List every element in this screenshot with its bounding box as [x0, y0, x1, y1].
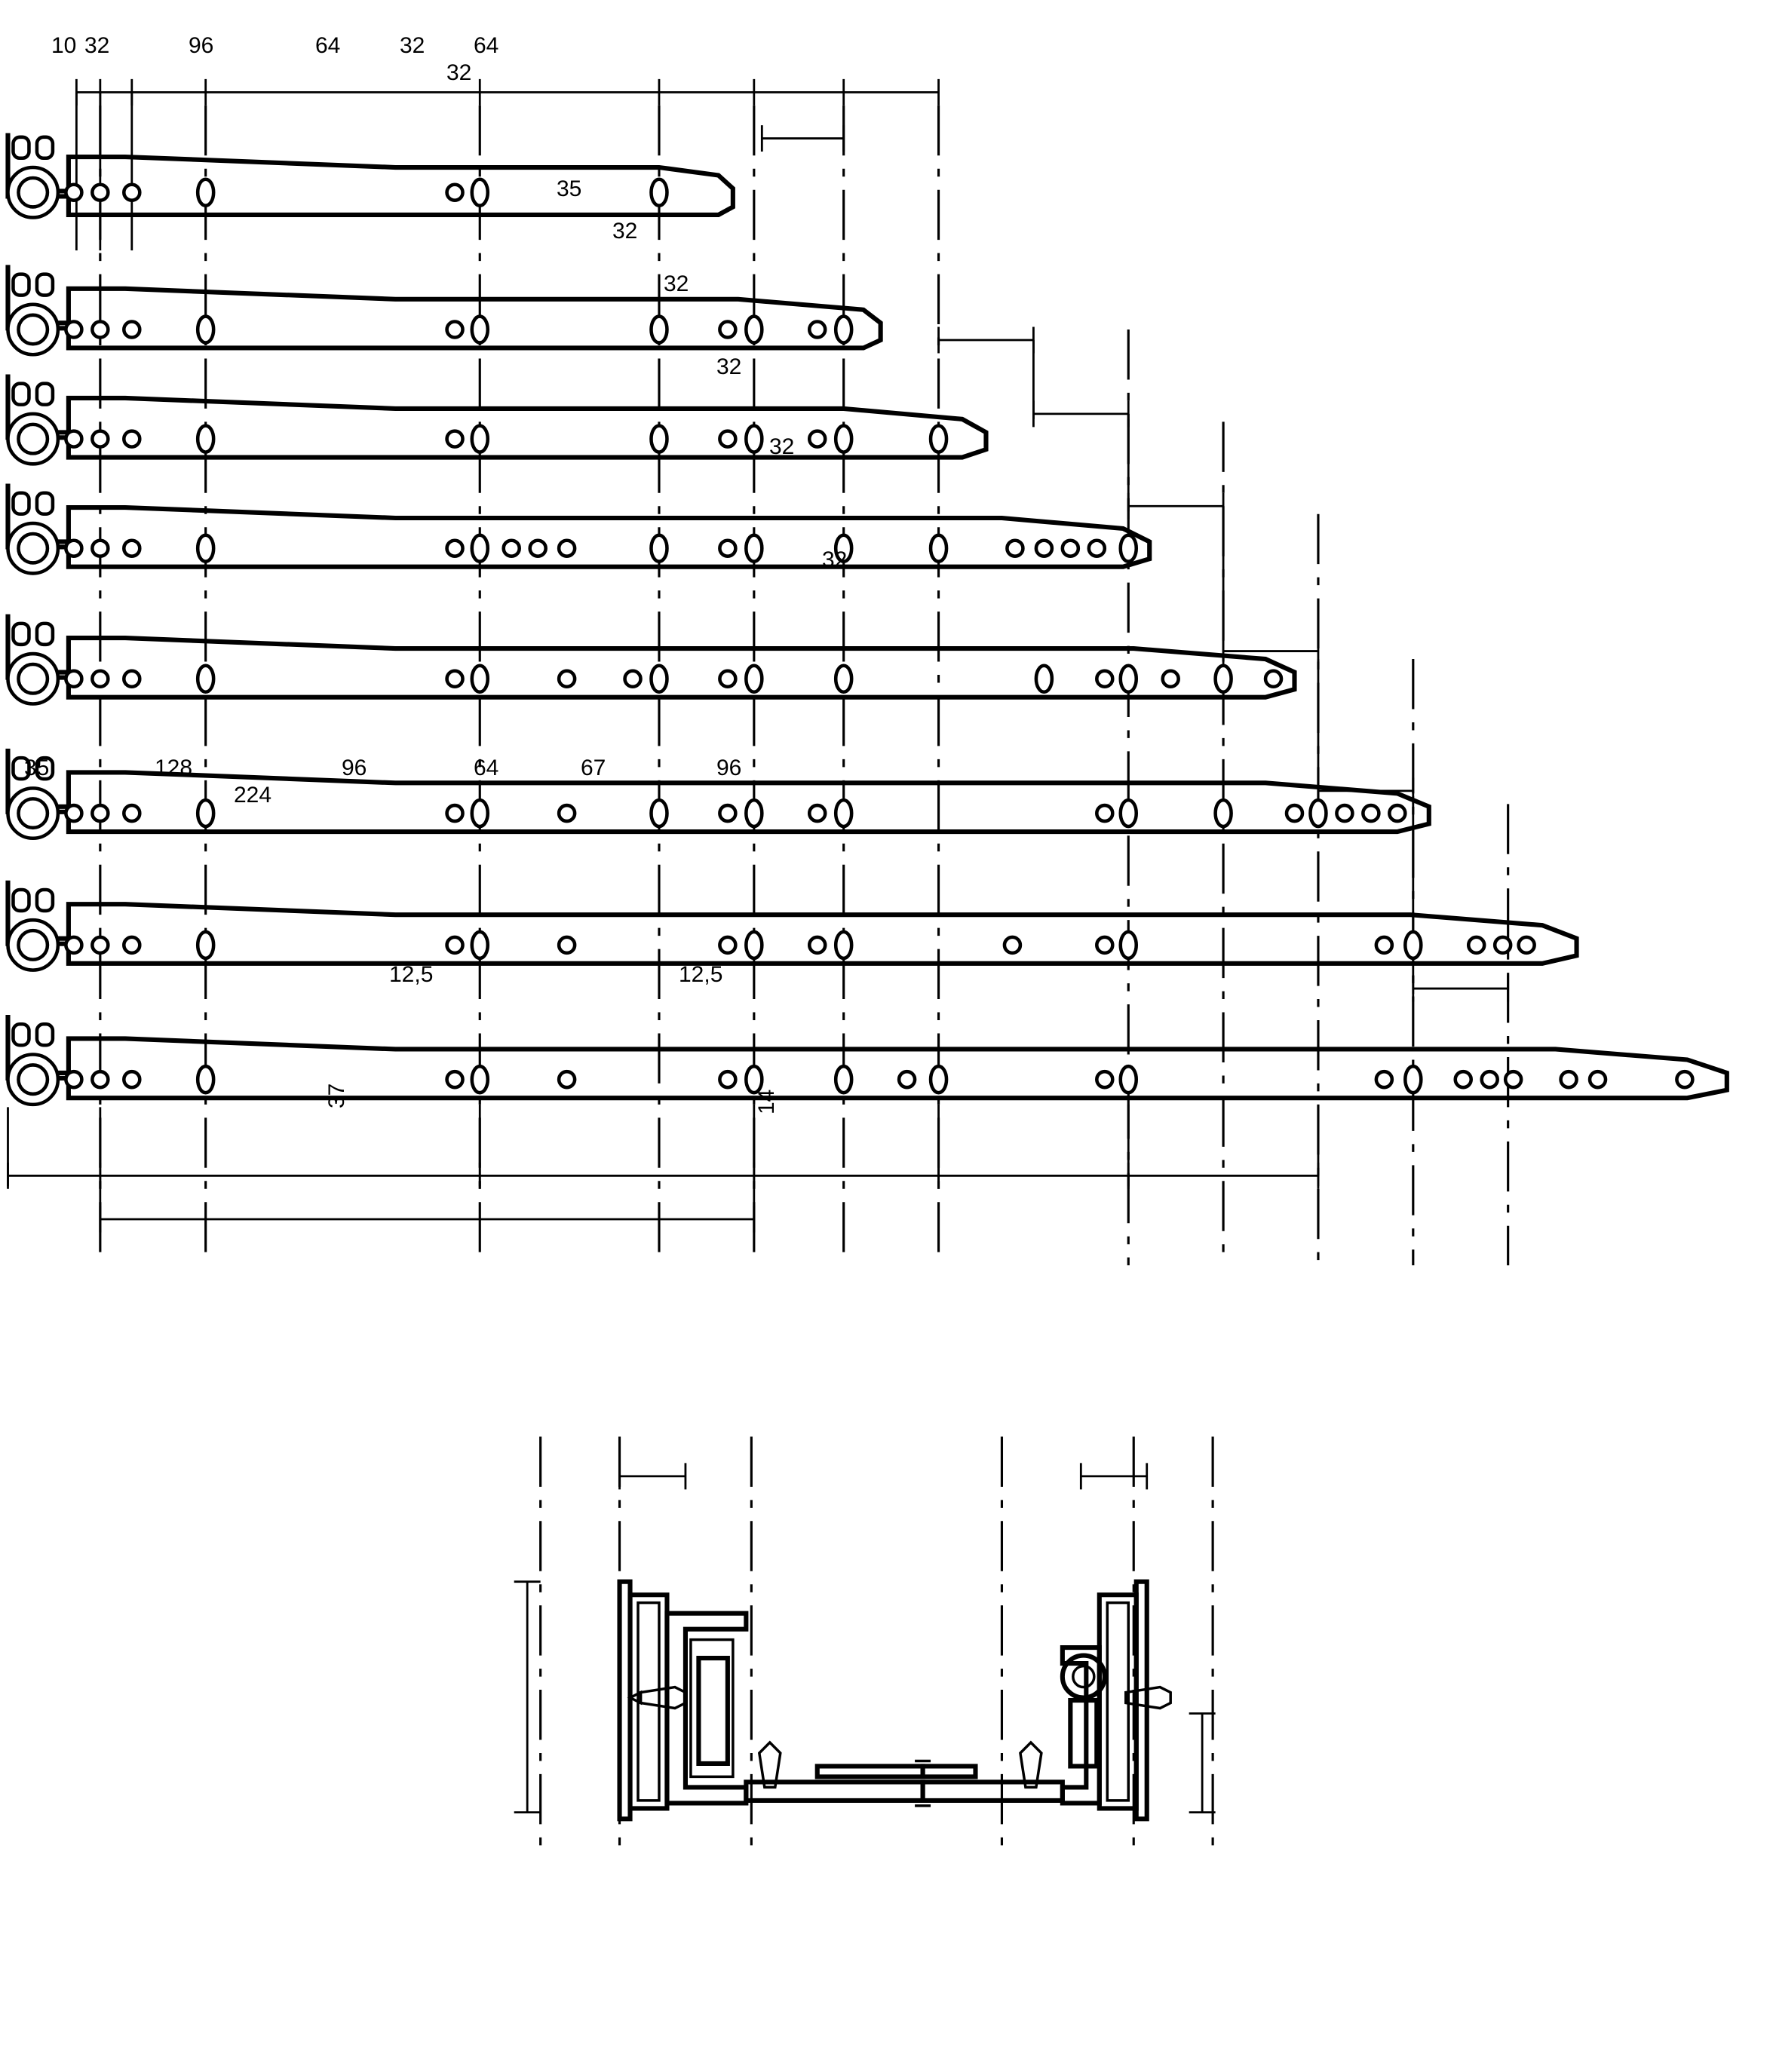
- dim-step-35: 35: [557, 176, 582, 201]
- dim-bottom-35: 35: [24, 756, 50, 780]
- vertical-center-lines: [100, 106, 1508, 1265]
- dim-step-32d: 32: [769, 434, 795, 459]
- section-view: [514, 1436, 1216, 1858]
- dim-bottom-128: 128: [155, 756, 193, 780]
- dim-bottom-96a: 96: [342, 756, 367, 780]
- dim-step-32b: 32: [664, 271, 689, 296]
- dim-top-32c: 32: [446, 60, 472, 85]
- dim-section-37: 37: [324, 1083, 349, 1108]
- dim-step-32a: 32: [612, 219, 638, 244]
- dim-bottom-96b: 96: [716, 756, 742, 780]
- runner-row-7: [8, 881, 1576, 970]
- dim-step-32c: 32: [716, 354, 742, 379]
- dim-section-125-right: 12,5: [679, 962, 723, 987]
- dim-step-32e: 32: [822, 547, 848, 572]
- dim-section-14: 14: [754, 1089, 779, 1114]
- runner-row-5: [8, 615, 1294, 704]
- dim-bottom-67: 67: [581, 756, 606, 780]
- runner-row-8: [8, 1015, 1726, 1105]
- dim-bottom-64: 64: [474, 756, 499, 780]
- dim-top-10: 10: [51, 33, 77, 58]
- dim-top-64b: 64: [474, 33, 499, 58]
- dim-top-32a: 32: [84, 33, 110, 58]
- dim-bottom-224: 224: [234, 783, 272, 808]
- runner-row-3: [8, 374, 986, 464]
- dim-top-96: 96: [189, 33, 214, 58]
- section-right-runner: [915, 1582, 1170, 1819]
- dim-top-32b: 32: [400, 33, 425, 58]
- runner-row-2: [8, 265, 880, 354]
- dim-top-64a: 64: [315, 33, 341, 58]
- runner-row-1: [8, 133, 732, 218]
- section-left-runner: [620, 1582, 923, 1819]
- runner-row-4: [8, 484, 1149, 574]
- dim-section-125-left: 12,5: [389, 962, 434, 987]
